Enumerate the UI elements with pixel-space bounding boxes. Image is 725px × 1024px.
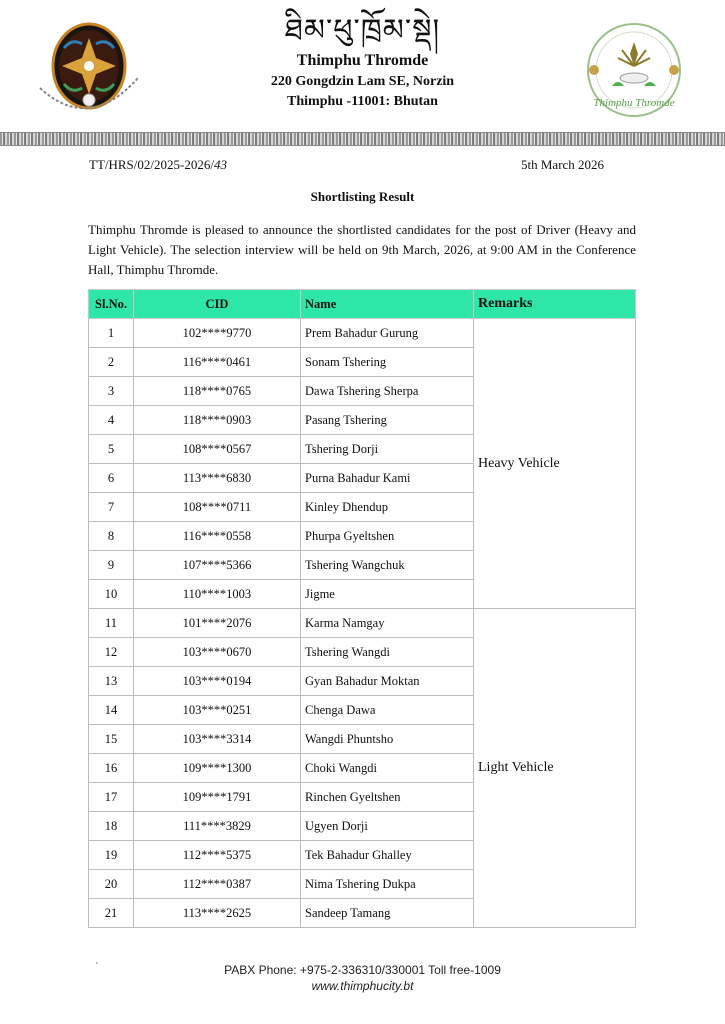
cell-name: Ugyen Dorji <box>301 812 474 841</box>
cell-name: Dawa Tshering Sherpa <box>301 377 474 406</box>
cell-name: Tshering Wangchuk <box>301 551 474 580</box>
address-line-2: Thimphu -11001: Bhutan <box>287 94 438 109</box>
shortlist-table <box>88 289 636 928</box>
cell-cid: 118****0765 <box>134 377 301 406</box>
cell-cid: 118****0903 <box>134 406 301 435</box>
document-title: Shortlisting Result <box>310 189 415 204</box>
cell-name: Chenga Dawa <box>301 696 474 725</box>
column-header-slno: Sl.No. <box>89 290 134 319</box>
cell-slno: 9 <box>89 551 134 580</box>
cell-cid: 112****5375 <box>134 841 301 870</box>
cell-cid: 111****3829 <box>134 812 301 841</box>
cell-slno: 2 <box>89 348 134 377</box>
cell-cid: 112****0387 <box>134 870 301 899</box>
address-line-1: 220 Gongdzin Lam SE, Norzin <box>270 74 455 89</box>
cell-slno: 15 <box>89 725 134 754</box>
cell-slno: 10 <box>89 580 134 609</box>
cell-slno: 7 <box>89 493 134 522</box>
cell-cid: 116****0558 <box>134 522 301 551</box>
footer <box>0 963 725 993</box>
organization-name: Thimphu Thromde <box>296 52 429 69</box>
cell-cid: 103****0194 <box>134 667 301 696</box>
cell-slno: 13 <box>89 667 134 696</box>
table-body <box>89 319 636 928</box>
cell-name: Rinchen Gyeltshen <box>301 783 474 812</box>
announcement-body: Thimphu Thromde is pleased to announce the shortlisted candidates for the post of Driver (Heavy and Light Vehicle). The selection interview will be held on 9th March, 2026, at 9:00 AM in the Conference Hall, Thimphu Thromde. <box>88 222 636 277</box>
cell-name: Gyan Bahadur Moktan <box>301 667 474 696</box>
cell-name: Sonam Tshering <box>301 348 474 377</box>
cell-slno: 20 <box>89 870 134 899</box>
cell-cid: 109****1300 <box>134 754 301 783</box>
footer-website: www.thimphucity.bt <box>311 979 414 993</box>
cell-name: Choki Wangdi <box>301 754 474 783</box>
cell-cid: 107****5366 <box>134 551 301 580</box>
cell-cid: 113****6830 <box>134 464 301 493</box>
table-row <box>89 319 636 348</box>
cell-name: Tek Bahadur Ghalley <box>301 841 474 870</box>
cell-slno: 8 <box>89 522 134 551</box>
cell-cid: 110****1003 <box>134 580 301 609</box>
column-header-remarks: Remarks <box>474 290 636 319</box>
cell-name: Prem Bahadur Gurung <box>301 319 474 348</box>
thimphu-thromde-seal-icon <box>582 20 686 120</box>
cell-slno: 21 <box>89 899 134 928</box>
cell-cid: 116****0461 <box>134 348 301 377</box>
cell-name: Karma Namgay <box>301 609 474 638</box>
cell-cid: 113****2625 <box>134 899 301 928</box>
cell-name: Phurpa Gyeltshen <box>301 522 474 551</box>
column-header-cid: CID <box>134 290 301 319</box>
column-header-name: Name <box>301 290 474 319</box>
cell-slno: 6 <box>89 464 134 493</box>
cell-slno: 3 <box>89 377 134 406</box>
cell-name: Jigme <box>301 580 474 609</box>
cell-name: Nima Tshering Dukpa <box>301 870 474 899</box>
cell-slno: 12 <box>89 638 134 667</box>
cell-cid: 108****0711 <box>134 493 301 522</box>
cell-cid: 103****0251 <box>134 696 301 725</box>
cell-slno: 1 <box>89 319 134 348</box>
cell-slno: 4 <box>89 406 134 435</box>
cell-cid: 103****0670 <box>134 638 301 667</box>
cell-slno: 19 <box>89 841 134 870</box>
decorative-border-band <box>0 132 725 146</box>
cell-cid: 103****3314 <box>134 725 301 754</box>
cell-name: Pasang Tshering <box>301 406 474 435</box>
cell-cid: 102****9770 <box>134 319 301 348</box>
seal-text: Thimphu Thromde <box>593 97 675 109</box>
reference-prefix: TT/HRS/02/2025-2026/ <box>89 157 214 172</box>
cell-name: Tshering Wangdi <box>301 638 474 667</box>
cell-slno: 18 <box>89 812 134 841</box>
cell-name: Tshering Dorji <box>301 435 474 464</box>
cell-name: Sandeep Tamang <box>301 899 474 928</box>
cell-cid: 101****2076 <box>134 609 301 638</box>
footer-phone: PABX Phone: +975-2-336310/330001 Toll free-1009 <box>224 963 501 977</box>
royal-emblem-icon <box>34 18 144 123</box>
table-header-row <box>89 290 636 319</box>
cell-slno: 16 <box>89 754 134 783</box>
cell-name: Wangdi Phuntsho <box>301 725 474 754</box>
reference-sequence: 43 <box>213 157 227 172</box>
cell-slno: 17 <box>89 783 134 812</box>
cell-remarks: Light Vehicle <box>474 609 636 928</box>
cell-slno: 14 <box>89 696 134 725</box>
cell-slno: 5 <box>89 435 134 464</box>
cell-remarks: Heavy Vehicle <box>474 319 636 609</box>
dzongkha-title: ཐིམ་ཕུ་ཁྲོམ་སྡེ། <box>284 13 441 48</box>
table-row <box>89 609 636 638</box>
cell-name: Kinley Dhendup <box>301 493 474 522</box>
letterhead <box>220 13 505 110</box>
cell-cid: 109****1791 <box>134 783 301 812</box>
cell-slno: 11 <box>89 609 134 638</box>
cell-cid: 108****0567 <box>134 435 301 464</box>
cell-name: Purna Bahadur Kami <box>301 464 474 493</box>
letter-date: 5th March 2026 <box>521 157 605 172</box>
reference-number <box>89 157 227 173</box>
